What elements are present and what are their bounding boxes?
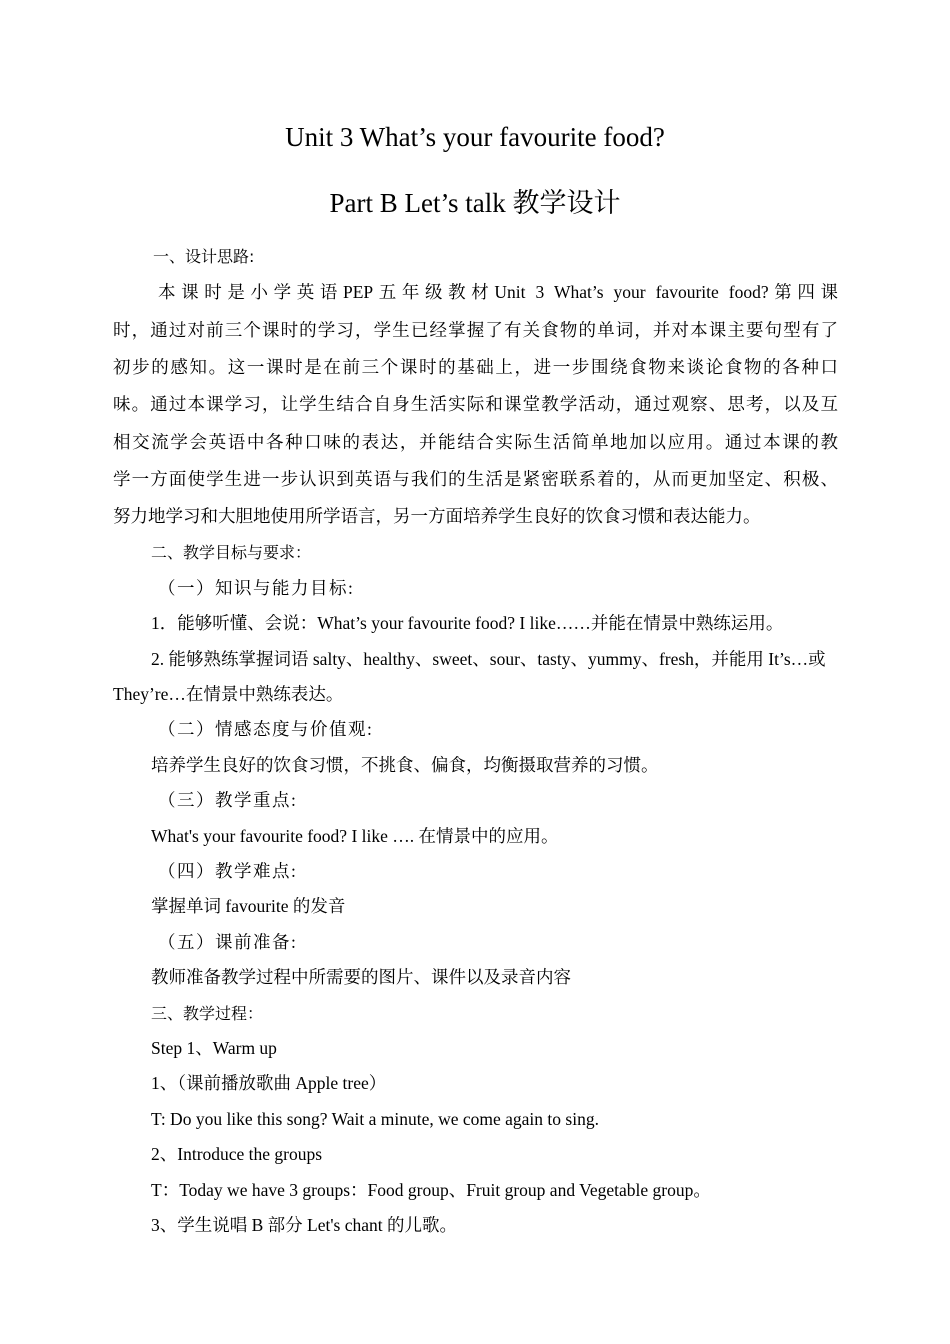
paragraph-line: 初步的感知。这一课时是在前三个课时的基础上，进一步围绕食物来谈论食物的各种口 bbox=[113, 356, 838, 377]
key-points-text: What's your favourite food? I like …. 在情景中的应用。 bbox=[151, 825, 559, 846]
paragraph-line: 时，通过对前三个课时的学习，学生已经掌握了有关食物的单词，并对本课主要句型有了 bbox=[113, 319, 838, 340]
process-item-3: 3、学生说唱 B 部分 Let's chant 的儿歌。 bbox=[151, 1214, 457, 1235]
subsection-heading-key-points: （三）教学重点: bbox=[158, 790, 298, 811]
document-title: Unit 3 What’s your favourite food? bbox=[285, 122, 665, 152]
process-item-2-teacher: T：Today we have 3 groups：Food group、Fruit group and Vegetable group。 bbox=[151, 1179, 711, 1200]
goal-item-1: 1．能够听懂、会说：What’s your favourite food? I like……并能在情景中熟练运用。 bbox=[151, 613, 784, 634]
subsection-heading-difficulties: （四）教学难点: bbox=[158, 860, 298, 881]
process-item-1: 1、（课前播放歌曲 Apple tree） bbox=[151, 1073, 387, 1094]
design-ideas-paragraph bbox=[113, 274, 838, 535]
document-body bbox=[113, 239, 838, 1243]
paragraph-line: 本课时是小学英语PEP五年级教材Unit 3 What’s your favourite food?第四课 bbox=[158, 282, 838, 303]
section-heading-design-ideas: 一、设计思路: bbox=[153, 247, 255, 266]
process-item-1-teacher: T: Do you like this song? Wait a minute, we come again to sing. bbox=[151, 1108, 599, 1129]
attitude-text: 培养学生良好的饮食习惯，不挑食、偏食，均衡摄取营养的习惯。 bbox=[151, 754, 659, 775]
paragraph-line: 学一方面使学生进一步认识到英语与我们的生活是紧密联系着的，从而更加坚定、积极、 bbox=[113, 468, 838, 489]
section-heading-goals: 二、教学目标与要求： bbox=[151, 543, 312, 563]
paragraph-line: 味。通过本课学习，让学生结合自身生活实际和课堂教学活动，通过观察、思考，以及互 bbox=[113, 394, 838, 415]
goal-item-2: 2. 能够熟练掌握词语 salty、healthy、sweet、sour、tasty、yummy、fresh，并能用 It’s…或 bbox=[151, 648, 826, 669]
process-item-2: 2、Introduce the groups bbox=[151, 1144, 323, 1165]
subsection-heading-knowledge: （一）知识与能力目标: bbox=[158, 577, 355, 598]
section-heading-process: 三、教学过程： bbox=[151, 1003, 264, 1023]
document-subtitle: Part B Let’s talk 教学设计 bbox=[329, 188, 621, 218]
difficulties-text: 掌握单词 favourite 的发音 bbox=[151, 896, 346, 917]
paragraph-line: 相交流学会英语中各种口味的表达，并能结合实际生活简单地加以应用。通过本课的教 bbox=[113, 431, 838, 452]
subsection-heading-attitude: （二）情感态度与价值观: bbox=[158, 719, 374, 740]
paragraph-line: 努力地学习和大胆地使用所学语言，另一方面培养学生良好的饮食习惯和表达能力。 bbox=[113, 506, 761, 527]
goal-item-2-continued: They’re…在情景中熟练表达。 bbox=[113, 684, 344, 705]
subsection-heading-preparation: （五）课前准备: bbox=[158, 931, 298, 952]
preparation-text: 教师准备教学过程中所需要的图片、课件以及录音内容 bbox=[151, 967, 571, 988]
step-heading: Step 1、Warm up bbox=[151, 1037, 277, 1058]
